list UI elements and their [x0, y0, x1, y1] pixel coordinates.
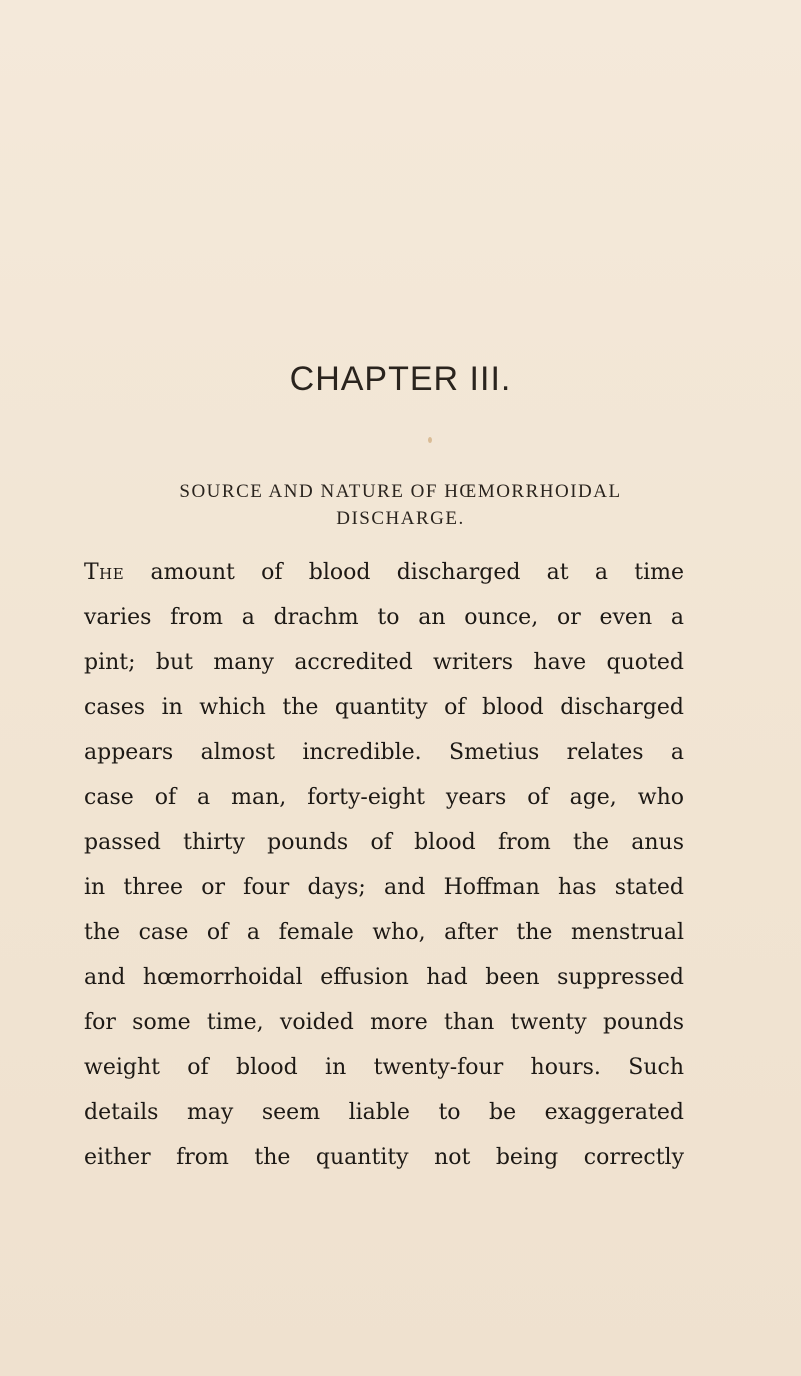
text-line: details may seem liable to be exaggerated	[84, 1100, 684, 1125]
text-line: and hœmorrhoidal effusion had been suppressed	[84, 965, 684, 990]
section-title	[0, 478, 801, 532]
text-line: the case of a female who, after the menstrual	[84, 920, 684, 945]
text-line: varies from a drachm to an ounce, or even a	[84, 605, 684, 630]
section-title-line-2: DISCHARGE.	[336, 508, 465, 529]
text-line: cases in which the quantity of blood discharged	[84, 695, 684, 720]
text-line: appears almost incredible. Smetius relates a	[84, 740, 684, 765]
text-line: either from the quantity not being correctly	[84, 1145, 684, 1170]
paper-speck	[428, 437, 432, 443]
text-line: case of a man, forty-eight years of age, who	[84, 785, 684, 810]
text-line: pint; but many accredited writers have quoted	[84, 650, 684, 675]
body-paragraph	[84, 550, 684, 1180]
chapter-title: CHAPTER III.	[289, 360, 512, 398]
text-line: passed thirty pounds of blood from the anus	[84, 830, 684, 855]
lead-word: The	[84, 560, 125, 585]
text-line: weight of blood in twenty-four hours. Such	[84, 1055, 684, 1080]
text-line-rest: amount of blood discharged at a time	[124, 560, 684, 585]
text-line	[84, 550, 684, 595]
section-title-line-1: SOURCE AND NATURE OF HŒMORRHOIDAL	[179, 481, 622, 502]
text-line: in three or four days; and Hoffman has stated	[84, 875, 684, 900]
text-line: for some time, voided more than twenty pounds	[84, 1010, 684, 1035]
